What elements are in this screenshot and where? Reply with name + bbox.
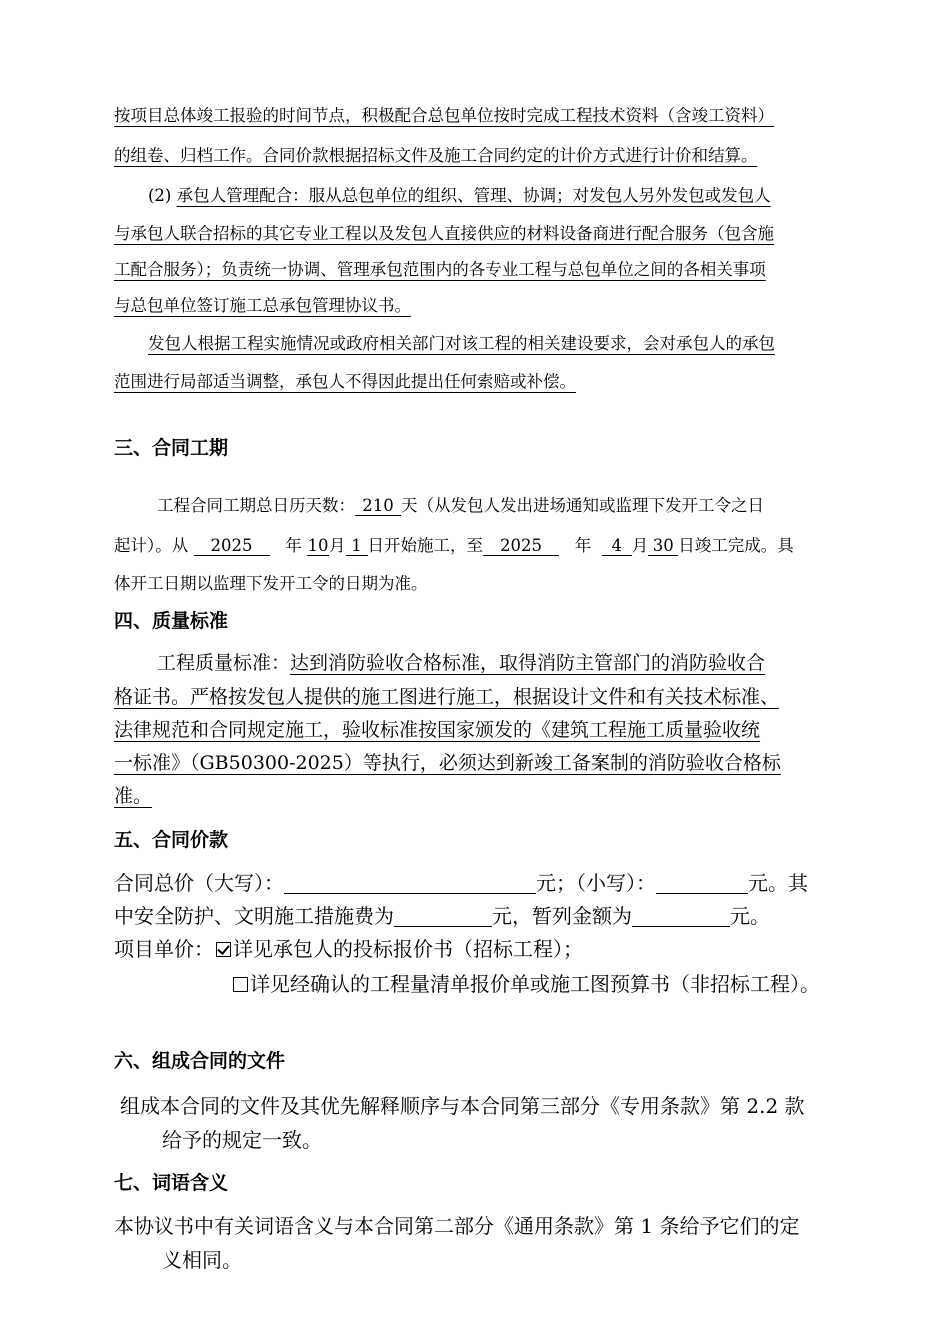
price-line2: 中安全防护、文明施工措施费为 元，暂列金额为 元。	[114, 904, 770, 928]
scope-p1-line2: 的组卷、归档工作。合同价款根据招标文件及施工合同约定的计价方式进行计价和结算。	[114, 146, 758, 165]
start-day: 1	[346, 536, 368, 556]
scope-p2-line2: 与承包人联合招标的其它专业工程以及发包人直接供应的材料设备商进行配合服务（包含施	[114, 224, 774, 243]
quality-line1: 工程质量标准：达到消防验收合格标准，取得消防主管部门的消防验收合	[157, 652, 766, 674]
end-year: 2025	[483, 536, 559, 556]
scope-p2-line3: 工配合服务）；负责统一协调、管理承包范围内的各专业工程与总包单位之间的各相关事项	[114, 260, 766, 279]
end-month: 4	[602, 536, 632, 556]
option2-checkbox-icon[interactable]	[233, 977, 248, 992]
period-days: 210	[355, 496, 401, 516]
period-line3: 体开工日期以监理下发开工令的日期为准。	[114, 574, 428, 593]
quality-line3: 法律规范和合同规定施工，验收标准按国家颁发的《建筑工程施工质量验收统	[114, 719, 761, 741]
period-line2: 起计）。从 2025 年 10月 1 日开始施工，至 2025 年 4 月 30 日竣工完成。具	[114, 536, 794, 555]
scope-p2-line1: (2) 承包人管理配合：服从总包单位的组织、管理、协调；对发包人另外发包或发包人	[148, 186, 771, 205]
provisional-sum-blank	[632, 906, 730, 927]
end-day: 30	[648, 536, 678, 556]
documents-line2: 给予的规定一致。	[162, 1128, 322, 1152]
section-heading-period: 三、合同工期	[114, 437, 229, 459]
section-heading-quality: 四、质量标准	[114, 610, 229, 632]
section-heading-price: 五、合同价款	[114, 829, 229, 851]
section-heading-documents: 六、组成合同的文件	[114, 1050, 286, 1072]
start-month: 10	[307, 536, 329, 555]
quality-line2: 格证书。严格按发包人提供的施工图进行施工，根据设计文件和有关技术标准、	[114, 686, 780, 708]
total-lower-blank	[656, 873, 748, 894]
section-heading-terms: 七、词语含义	[114, 1172, 229, 1194]
quality-line4: 一标准》（GB50300-2025）等执行，必须达到新竣工备案制的消防验收合格标	[114, 752, 781, 774]
price-line1: 合同总价（大写）： 元；（小写）： 元。其	[114, 871, 808, 895]
scope-p1-line1: 按项目总体竣工报验的时间节点，积极配合总包单位按时完成工程技术资料（含竣工资料）	[114, 106, 774, 125]
scope-p3-line1: 发包人根据工程实施情况或政府相关部门对该工程的相关建设要求，会对承包人的承包	[148, 334, 775, 353]
safety-fee-blank	[394, 906, 492, 927]
documents-line1: 组成本合同的文件及其优先解释顺序与本合同第三部分《专用条款》第 2.2 款	[120, 1094, 805, 1118]
period-line1: 工程合同工期总日历天数： 210 天（从发包人发出进场通知或监理下发开工令之日	[157, 496, 764, 515]
scope-p2-line4: 与总包单位签订施工总承包管理协议书。	[114, 296, 411, 315]
terms-line2: 义相同。	[162, 1248, 242, 1272]
price-unit-line1: 项目单价： 详见承包人的投标报价书（招标工程）；	[114, 937, 583, 961]
price-unit-line2: 详见经确认的工程量清单报价单或施工图预算书（非招标工程）。	[231, 968, 820, 997]
scope-p3-line2: 范围进行局部适当调整，承包人不得因此提出任何索赔或补偿。	[114, 372, 576, 391]
terms-line1: 本协议书中有关词语含义与本合同第二部分《通用条款》第 1 条给予它们的定	[114, 1214, 800, 1238]
total-upper-blank	[284, 873, 536, 894]
option1-checkbox-icon[interactable]	[216, 942, 231, 957]
quality-line5: 准。	[114, 785, 153, 807]
start-year: 2025	[194, 536, 270, 556]
